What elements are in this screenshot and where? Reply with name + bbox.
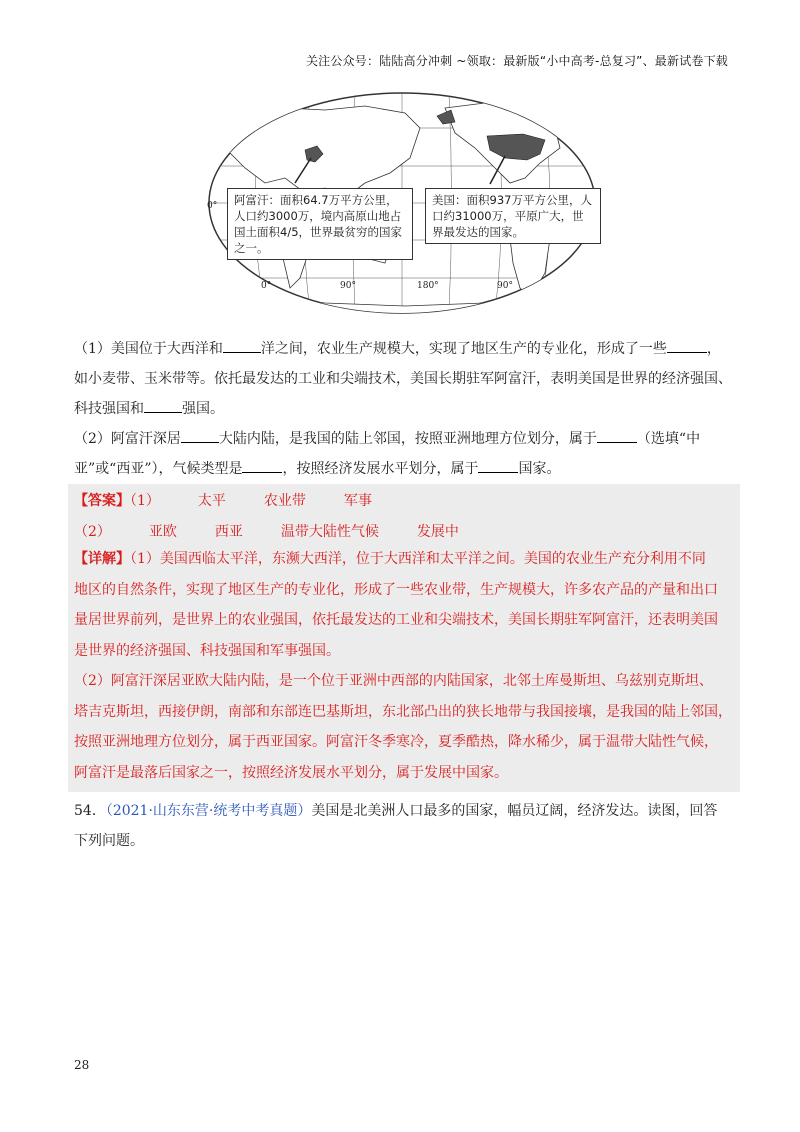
svg-text:180°: 180° — [417, 281, 439, 291]
page-header: 关注公众号：陆陆高分冲刺 ~领取：最新版“小中高考-总复习”、最新试卷下载 — [305, 54, 728, 68]
usa-info-box: 美国：面积937万平方公里，人口约31000万，平原广大，世界最发达的国家。 — [425, 188, 601, 244]
page-number: 28 — [74, 1058, 90, 1072]
question-source: （2021·山东东营·统考中考真题） — [105, 803, 312, 819]
svg-text:0°: 0° — [261, 281, 272, 291]
answer-row-2: （2） 亚欧 西亚 温带大陆性气候 发展中 — [74, 524, 459, 540]
svg-text:90°: 90° — [340, 281, 356, 291]
afghanistan-info-box: 阿富汗：面积64.7万平方公里，人口约3000万，境内高原山地占国土面积4/5，世界最贫穷的国家之一。 — [227, 188, 413, 260]
question-54: 54．（2021·山东东营·统考中考真题）美国是北美洲人口最多的国家，幅员辽阔，经济发达。读图，回答 下列问题。 — [74, 803, 718, 849]
answer-row-1: 【答案】（1） 太平 农业带 军事 — [74, 493, 372, 509]
question-1: （1）美国位于大西洋和 洋之间，农业生产规模大，实现了地区生产的专业化，形成了一些 ， 如小麦带、玉米带等。依托最发达的工业和尖端技术，美国长期驻军阿富汗，表明美国是世界的经济强国、 科技强国和 强国。 — [74, 334, 734, 424]
svg-text:0°: 0° — [207, 201, 218, 211]
svg-text:90°: 90° — [497, 281, 513, 291]
world-map-figure — [205, 88, 600, 318]
question-2: （2）阿富汗深居 大陆内陆，是我国的陆上邻国，按照亚洲地理方位划分，属于 （选填“中 亚”或“西亚”），气候类型是 ，按照经济发展水平划分，属于 国家。 — [74, 424, 734, 484]
detail-explanation: 【详解】（1）美国西临太平洋，东濒大西洋，位于大西洋和太平洋之间。美国的农业生产充分利用不同 地区的自然条件，实现了地区生产的专业化，形成了一些农业带，生产规模大，许多农产品的产量和出口 量居世界前列，是世界上的农业强国，依托最发达的工业和尖端技术，美国长期驻军阿富汗，还表明美国 是世界的经济强国、科技强国和军事强国。 （2）阿富汗深居亚欧大陆内陆，是一个位于亚洲中西部的内陆国家，北邻土库曼斯坦、乌兹别克斯坦、 塔吉克斯坦，西接伊朗，南部和东部连巴基斯坦，东北部凸出的狭长地带与我国接壤，是我国的陆上邻国， 按照亚洲地理方位划分，属于西亚国家。阿富汗冬季寒冷，夏季酷热，降水稀少，属于温带大陆性气候， 阿富汗是最落后国家之一，按照经济发展水平划分，属于发展中国家。 — [74, 551, 732, 781]
